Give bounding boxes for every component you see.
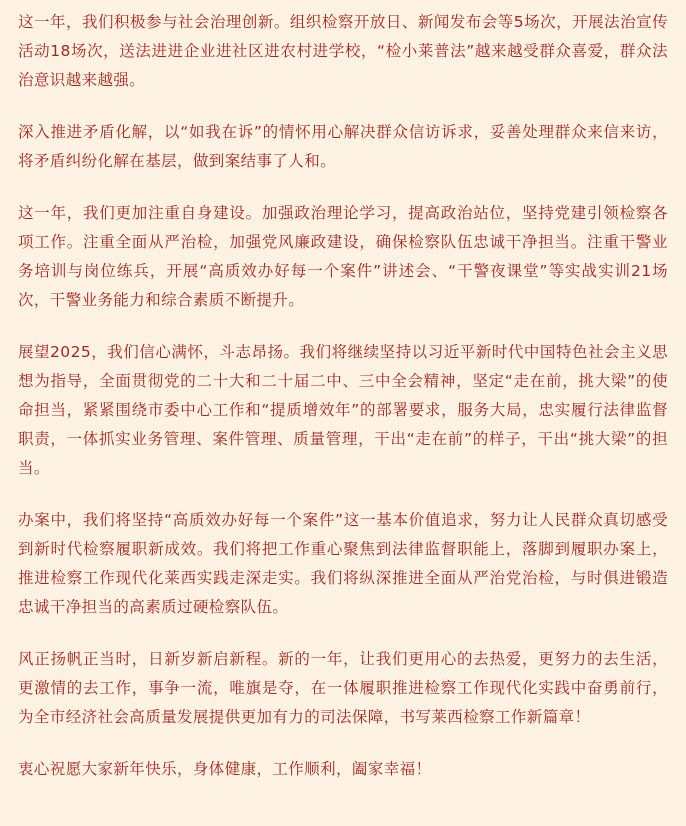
paragraph-new-journey: 风正扬帆正当时，日新岁新启新程。新的一年，让我们更用心的去热爱，更努力的去生活，更激情的去工作，事争一流，唯旗是夺，在一体履职推进检察工作现代化实践中奋勇前行，为全市经济社会高质量发展提供更加有力的司法保障，书写莱西检察工作新篇章！ <box>18 650 668 726</box>
paragraph-case-handling: 办案中，我们将坚持“高质效办好每一个案件”这一基本价值追求，努力让人民群众真切感受到新时代检察履职新成效。我们将把工作重心聚焦到法律监督职能上，落脚到履职办案上，推进检察工作现代化莱西实践走深走实。我们将纵深推进全面从严治党治检，与时俱进锻造忠诚干净担当的高素质过硬检察队伍。 <box>18 511 668 616</box>
paragraph-outlook-2025: 展望2025，我们信心满怀，斗志昂扬。我们将继续坚持以习近平新时代中国特色社会主义思想为指导，全面贯彻党的二十大和二十届二中、三中全会精神，坚定“走在前，挑大梁”的使命担当，紧紧围绕市委中心工作和“提质增效年”的部署要求，服务大局，忠实履行法律监督职责，一体抓实业务管理、案件管理、质量管理，干出“走在前”的样子，干出“挑大梁”的担当。 <box>18 343 668 477</box>
paragraph-new-year-wishes: 衷心祝愿大家新年快乐，身体健康，工作顺利，阖家幸福！ <box>18 760 432 778</box>
paragraph-conflict-resolution: 深入推进矛盾化解，以“如我在诉”的情怀用心解决群众信访诉求，妥善处理群众来信来访，将矛盾纠纷化解在基层，做到案结事了人和。 <box>18 123 668 170</box>
paragraph-social-governance: 这一年，我们积极参与社会治理创新。组织检察开放日、新闻发布会等5场次，开展法治宣传活动18场次，送法进进企业进社区进农村进学校，“检小莱普法”越来越受群众喜爱，群众法治意识越来越强。 <box>18 13 668 89</box>
paragraph-self-construction: 这一年，我们更加注重自身建设。加强政治理论学习，提高政治站位，坚持党建引领检察各项工作。注重全面从严治检，加强党风廉政建设，确保检察队伍忠诚干净担当。注重干警业务培训与岗位练兵，开展“高质效办好每一个案件”讲述会、“干警夜课堂”等实战实训21场次，干警业务能力和综合素质不断提升。 <box>18 204 668 309</box>
